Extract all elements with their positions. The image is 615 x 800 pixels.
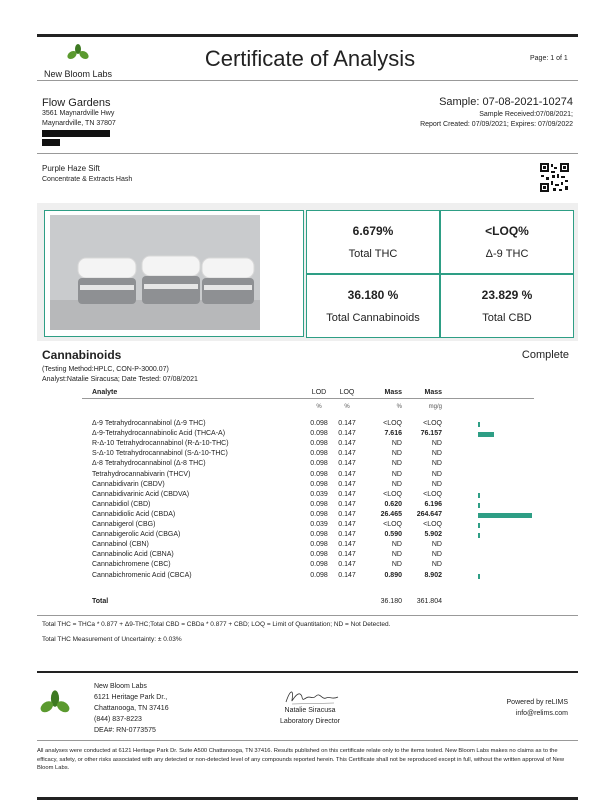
mass-pct-value: 7.616 xyxy=(384,430,402,438)
client-address-2: Maynardville, TN 37807 xyxy=(42,120,116,127)
d9-thc-card xyxy=(440,210,574,274)
table-row xyxy=(0,511,615,521)
lod-value: 0.098 xyxy=(310,551,328,559)
loq-value: 0.147 xyxy=(338,430,356,438)
total-thc-label: Total THC xyxy=(348,248,398,260)
table-row xyxy=(0,420,615,430)
total-cbd-value: 23.829 % xyxy=(481,288,533,302)
redaction-bar xyxy=(42,139,60,146)
mass-mg-value: ND xyxy=(431,460,442,468)
table-units-row xyxy=(0,404,615,414)
redaction-bar xyxy=(42,130,110,137)
unit-loq: % xyxy=(344,404,350,410)
testing-method: (Testing Method:HPLC, CON-P-3000.07) xyxy=(42,366,169,373)
analyte-name: Cannabichromenic Acid (CBCA) xyxy=(92,571,192,579)
mass-mg-value: <LOQ xyxy=(423,521,442,528)
mass-mg-value: ND xyxy=(431,470,442,478)
analyte-name: Cannabigerol (CBG) xyxy=(92,521,156,528)
disclaimer-text: All analyses were conducted at 6121 Heritage Park Dr. Suite A500 Chattanooga, TN 37416. Results published on this certificate relate only to the items tested. New Bloom Labs makes no claims as to the efficacy, safety, or other risks associated with any detected or non-detected level of any compounds reported herein. This Certificate shall not be reproduced except in full, without the written approval of New Bloom Labs. xyxy=(37,748,565,771)
loq-value: 0.147 xyxy=(338,541,356,549)
uncertainty-note: Total THC Measurement of Uncertainty: ± 0.03% xyxy=(42,636,182,643)
unit-lod: % xyxy=(316,404,322,410)
mass-pct-value: ND xyxy=(391,460,402,468)
analyte-name: Cannabidivarinic Acid (CBDVA) xyxy=(92,490,190,498)
table-row xyxy=(0,551,615,561)
table-total-row xyxy=(0,598,615,608)
signer-name: Natalie Siracusa xyxy=(284,707,336,714)
mass-pct-value: <LOQ xyxy=(383,521,402,528)
mass-mg-value: 5.902 xyxy=(424,531,442,539)
loq-value: 0.147 xyxy=(338,490,356,498)
loq-value: 0.147 xyxy=(338,470,356,478)
unit-mass-mg: mg/g xyxy=(428,404,442,410)
total-cbd-card xyxy=(440,274,574,338)
mass-bar xyxy=(478,432,494,437)
powered-by: Powered by reLIMS xyxy=(506,699,568,706)
analyte-name: S-Δ-10 Tetrahydrocannabinol (S-Δ-10-THC) xyxy=(92,450,228,458)
analyte-name: Δ-9-Tetrahydrocannabinolic Acid (THCA-A) xyxy=(92,430,226,438)
analyte-name: Cannabinolic Acid (CBNA) xyxy=(92,551,174,559)
mass-bar xyxy=(478,574,480,579)
product-type: Concentrate & Extracts Hash xyxy=(42,176,133,183)
formula-note: Total THC = THCa * 0.877 + Δ9-THC;Total CBD = CBDa * 0.877 + CBD; LOQ = Limit of Quantitation; ND = Not Detected. xyxy=(42,621,391,628)
analyte-name: Δ-8 Tetrahydrocannabinol (Δ-8 THC) xyxy=(92,460,206,468)
report-dates: Report Created: 07/09/2021; Expires: 07/09/2022 xyxy=(420,121,573,128)
mass-pct-value: 26.465 xyxy=(380,510,402,518)
footer-lab-address-1: 6121 Heritage Park Dr., xyxy=(94,694,168,701)
mass-pct-value: 0.890 xyxy=(384,571,402,579)
total-cannabinoids-card xyxy=(306,274,440,338)
table-row xyxy=(0,521,615,531)
table-row xyxy=(0,471,615,481)
total-label: Total xyxy=(92,598,109,605)
analyte-name: R-Δ-10 Tetrahydrocannabinol (R-Δ-10-THC) xyxy=(92,440,229,448)
leaf-logo-icon xyxy=(40,690,70,718)
footer-rule xyxy=(37,671,578,673)
loq-value: 0.147 xyxy=(338,450,356,458)
mass-pct-value: 0.590 xyxy=(384,531,402,539)
d9-thc-label: Δ-9 THC xyxy=(485,248,529,260)
lod-value: 0.098 xyxy=(310,500,328,508)
section-title: Cannabinoids xyxy=(42,348,122,362)
table-header-rule xyxy=(82,398,534,399)
loq-value: 0.147 xyxy=(338,460,356,468)
analyte-name: Δ-9 Tetrahydrocannabinol (Δ-9 THC) xyxy=(92,420,206,427)
total-mass-pct: 36.180 xyxy=(380,598,402,605)
client-name: Flow Gardens xyxy=(42,97,111,109)
contact-email: info@relims.com xyxy=(515,710,568,717)
mass-mg-value: ND xyxy=(431,541,442,549)
lod-value: 0.098 xyxy=(310,430,328,438)
sample-photo xyxy=(50,215,260,330)
table-row xyxy=(0,531,615,541)
lod-value: 0.098 xyxy=(310,571,328,579)
mass-mg-value: ND xyxy=(431,551,442,559)
analyte-name: Cannabidivarin (CBDV) xyxy=(92,480,165,488)
total-thc-value: 6.679% xyxy=(352,224,394,238)
lod-value: 0.098 xyxy=(310,460,328,468)
total-cbd-label: Total CBD xyxy=(482,312,532,324)
analyte-name: Cannabinol (CBN) xyxy=(92,541,149,549)
footer-lab-address-2: Chattanooga, TN 37416 xyxy=(94,705,169,712)
analyte-name: Cannabigerolic Acid (CBGA) xyxy=(92,531,181,539)
client-divider xyxy=(37,153,578,154)
table-bottom-rule xyxy=(37,615,578,616)
mass-bar xyxy=(478,533,480,538)
mass-mg-value: ND xyxy=(431,561,442,569)
column-header-mass-mg: Mass xyxy=(424,389,442,396)
lab-logo-text: New Bloom Labs xyxy=(43,69,113,79)
analyte-name: Cannabidiolic Acid (CBDA) xyxy=(92,510,176,518)
loq-value: 0.147 xyxy=(338,551,356,559)
loq-value: 0.147 xyxy=(338,571,356,579)
mass-mg-value: 76.157 xyxy=(420,430,442,438)
table-row xyxy=(0,481,615,491)
table-row xyxy=(0,572,615,582)
loq-value: 0.147 xyxy=(338,480,356,488)
total-mass-mg: 361.804 xyxy=(416,598,442,605)
mass-mg-value: ND xyxy=(431,480,442,488)
lod-value: 0.098 xyxy=(310,420,328,427)
mass-bar xyxy=(478,503,480,508)
mass-pct-value: <LOQ xyxy=(383,420,402,427)
analyst-line: Analyst:Natalie Siracusa; Date Tested: 07/08/2021 xyxy=(42,376,198,383)
mass-mg-value: 8.902 xyxy=(424,571,442,579)
mass-mg-value: <LOQ xyxy=(423,420,442,427)
footer-lab-phone: (844) 837-8223 xyxy=(94,716,142,723)
mass-pct-value: ND xyxy=(391,541,402,549)
table-row xyxy=(0,440,615,450)
mass-mg-value: 6.196 xyxy=(424,500,442,508)
disclaimer-rule xyxy=(37,740,578,741)
lod-value: 0.098 xyxy=(310,561,328,569)
mass-pct-value: ND xyxy=(391,561,402,569)
analyte-name: Tetrahydrocannabivarin (THCV) xyxy=(92,470,191,478)
table-row xyxy=(0,501,615,511)
mass-bar xyxy=(478,422,480,427)
footer-lab-dea: DEA#: RN-0773575 xyxy=(94,727,156,734)
mass-pct-value: ND xyxy=(391,440,402,448)
table-row xyxy=(0,450,615,460)
sample-id: Sample: 07-08-2021-10274 xyxy=(439,96,573,108)
product-name: Purple Haze Sift xyxy=(42,164,100,173)
footer-lab-name: New Bloom Labs xyxy=(94,683,147,690)
table-row xyxy=(0,430,615,440)
page-number: Page: 1 of 1 xyxy=(530,55,568,62)
analyte-name: Cannabidiol (CBD) xyxy=(92,500,151,508)
loq-value: 0.147 xyxy=(338,531,356,539)
total-thc-card xyxy=(306,210,440,274)
mass-bar xyxy=(478,513,532,518)
total-cannabinoids-value: 36.180 % xyxy=(347,288,399,302)
column-header-analyte: Analyte xyxy=(92,389,118,396)
mass-pct-value: <LOQ xyxy=(383,490,402,498)
lod-value: 0.039 xyxy=(310,521,328,528)
mass-pct-value: ND xyxy=(391,470,402,478)
loq-value: 0.147 xyxy=(338,420,356,427)
table-row xyxy=(0,561,615,571)
column-header-lod: LOD xyxy=(311,389,327,396)
column-header-mass-pct: Mass xyxy=(384,389,402,396)
mass-mg-value: ND xyxy=(431,440,442,448)
lod-value: 0.098 xyxy=(310,480,328,488)
lod-value: 0.098 xyxy=(310,470,328,478)
mass-mg-value: <LOQ xyxy=(423,490,442,498)
header-divider xyxy=(37,80,578,81)
mass-pct-value: ND xyxy=(391,480,402,488)
top-rule xyxy=(37,34,578,37)
loq-value: 0.147 xyxy=(338,510,356,518)
lod-value: 0.098 xyxy=(310,510,328,518)
mass-bar xyxy=(478,493,480,498)
loq-value: 0.147 xyxy=(338,561,356,569)
mass-mg-value: 264.647 xyxy=(416,510,442,518)
signer-title: Laboratory Director xyxy=(280,718,340,725)
lod-value: 0.098 xyxy=(310,450,328,458)
analyte-name: Cannabichromene (CBC) xyxy=(92,561,171,569)
loq-value: 0.147 xyxy=(338,521,356,528)
sample-received: Sample Received:07/08/2021; xyxy=(479,111,573,118)
table-row xyxy=(0,541,615,551)
loq-value: 0.147 xyxy=(338,500,356,508)
mass-bar xyxy=(478,523,480,528)
mass-pct-value: ND xyxy=(391,450,402,458)
mass-pct-value: ND xyxy=(391,551,402,559)
lod-value: 0.098 xyxy=(310,531,328,539)
lod-value: 0.098 xyxy=(310,440,328,448)
lab-logo xyxy=(38,44,118,79)
table-row xyxy=(0,460,615,470)
page-title: Certificate of Analysis xyxy=(204,46,416,71)
mass-mg-value: ND xyxy=(431,450,442,458)
unit-mass-pct: % xyxy=(396,404,402,410)
total-cannabinoids-label: Total Cannabinoids xyxy=(326,312,420,324)
status-text: Complete xyxy=(521,349,569,361)
signature-icon xyxy=(282,686,342,708)
qr-code-icon xyxy=(539,162,570,193)
table-row xyxy=(0,491,615,501)
lod-value: 0.039 xyxy=(310,490,328,498)
loq-value: 0.147 xyxy=(338,440,356,448)
mass-pct-value: 0.620 xyxy=(384,500,402,508)
column-header-loq: LOQ xyxy=(339,389,355,396)
d9-thc-value: <LOQ% xyxy=(485,224,529,238)
client-address-1: 3561 Maynardville Hwy xyxy=(42,110,115,117)
lod-value: 0.098 xyxy=(310,541,328,549)
leaf-logo-icon xyxy=(67,44,89,64)
